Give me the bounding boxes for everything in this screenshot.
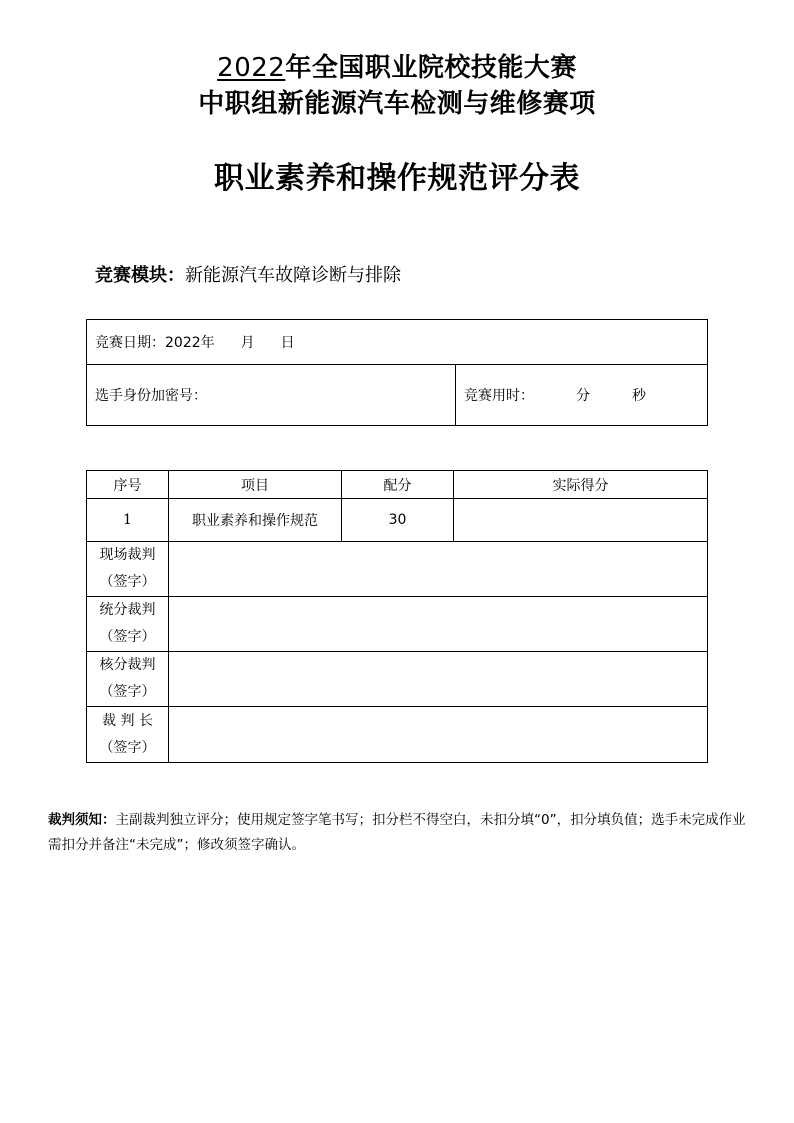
signature-field[interactable] bbox=[169, 597, 708, 652]
date-cell bbox=[87, 320, 708, 365]
header-points: 配分 bbox=[342, 471, 454, 499]
date-month: 月 bbox=[240, 335, 255, 351]
signature-field[interactable] bbox=[169, 652, 708, 707]
row-actual-score bbox=[454, 499, 708, 542]
row-no: 1 bbox=[87, 499, 169, 542]
header-actual-score: 实际得分 bbox=[454, 471, 708, 499]
signature-field[interactable] bbox=[169, 707, 708, 763]
date-day: 日 bbox=[280, 335, 295, 351]
contestant-id-label: 选手身份加密号： bbox=[95, 388, 207, 404]
signature-role-label: 统分裁判 （签字） bbox=[87, 597, 169, 652]
signature-row bbox=[87, 707, 708, 763]
competition-module bbox=[95, 264, 401, 288]
signature-role-label: 现场裁判 （签字） bbox=[87, 542, 169, 597]
competition-title-line1 bbox=[0, 52, 794, 84]
signature-role-label: 核分裁判 （签字） bbox=[87, 652, 169, 707]
judge-notice bbox=[48, 808, 750, 858]
signature-field[interactable] bbox=[169, 542, 708, 597]
competition-title-line2: 中职组新能源汽车检测与维修赛项 bbox=[198, 89, 596, 119]
score-table bbox=[86, 470, 708, 763]
signature-row bbox=[87, 542, 708, 597]
info-table bbox=[86, 319, 708, 426]
row-item: 职业素养和操作规范 bbox=[169, 499, 342, 542]
contestant-id-cell bbox=[87, 365, 456, 426]
module-value: 新能源汽车故障诊断与排除 bbox=[185, 265, 401, 286]
score-header-row bbox=[87, 471, 708, 499]
signature-row bbox=[87, 652, 708, 707]
date-label: 竞赛日期： bbox=[95, 335, 165, 351]
time-seconds-unit: 秒 bbox=[632, 388, 646, 404]
time-used-label: 竞赛用时： bbox=[464, 388, 534, 404]
notice-text: 主副裁判独立评分；使用规定签字笔书写；扣分栏不得空白，未扣分填“0”，扣分填负值；选手未完成作业需扣分并备注“未完成”；修改须签字确认。 bbox=[48, 812, 746, 853]
time-used-cell bbox=[456, 365, 708, 426]
signature-role-label: 裁 判 长 （签字） bbox=[87, 707, 169, 763]
form-title: 职业素养和操作规范评分表 bbox=[214, 161, 580, 196]
signature-row bbox=[87, 597, 708, 652]
header-item: 项目 bbox=[169, 471, 342, 499]
row-points: 30 bbox=[342, 499, 454, 542]
competition-year: 2022 bbox=[217, 53, 286, 83]
score-row bbox=[87, 499, 708, 542]
notice-label: 裁判须知： bbox=[48, 812, 116, 828]
header-no: 序号 bbox=[87, 471, 169, 499]
time-minutes-unit: 分 bbox=[576, 388, 590, 404]
module-label: 竞赛模块： bbox=[95, 265, 185, 286]
competition-title-rest: 年全国职业院校技能大赛 bbox=[285, 53, 577, 83]
date-year: 2022年 bbox=[165, 335, 215, 351]
